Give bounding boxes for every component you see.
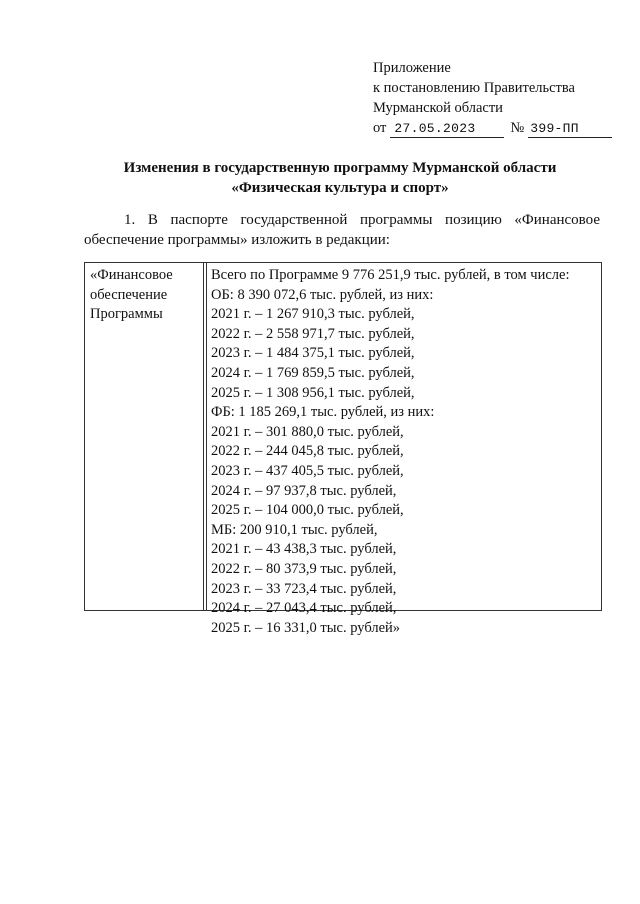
- financing-line: 2021 г. – 43 438,3 тыс. рублей,: [211, 541, 397, 558]
- financing-line: 2022 г. – 244 045,8 тыс. рублей,: [211, 443, 404, 460]
- date-prefix: от: [373, 120, 387, 136]
- appendix-header: [373, 58, 613, 138]
- resolution-date: 27.05.2023: [390, 121, 504, 138]
- financing-line: 2025 г. – 16 331,0 тыс. рублей»: [211, 619, 401, 636]
- paragraph-line1: 1. В паспорте государственной программы позицию «Финансовое: [124, 212, 600, 228]
- position-name-line: «Финансовое: [90, 267, 173, 283]
- financing-line: 2022 г. – 80 373,9 тыс. рублей,: [211, 560, 397, 577]
- appendix-region: Мурманской области: [373, 100, 503, 116]
- paragraph-line2: обеспечение программы» изложить в редакции:: [84, 232, 390, 248]
- federal-budget-total: ФБ: 1 185 269,1 тыс. рублей, из них:: [211, 404, 435, 421]
- financing-line: 2022 г. – 2 558 971,7 тыс. рублей,: [211, 325, 415, 342]
- financing-line: 2024 г. – 27 043,4 тыс. рублей,: [211, 600, 397, 617]
- document-title-line2: «Физическая культура и спорт»: [231, 180, 449, 196]
- document-title: [60, 158, 620, 198]
- financing-line: 2024 г. – 1 769 859,5 тыс. рублей,: [211, 364, 415, 381]
- position-name-line: Программы: [90, 306, 163, 322]
- appendix-date-row: [373, 118, 613, 138]
- financing-line: 2021 г. – 1 267 910,3 тыс. рублей,: [211, 306, 415, 323]
- financing-total: Всего по Программе 9 776 251,9 тыс. рублей, в том числе:: [211, 267, 570, 283]
- appendix-reference: к постановлению Правительства: [373, 80, 575, 96]
- document-title-line1: Изменения в государственную программу Мурманской области: [123, 160, 557, 176]
- appendix-title: Приложение: [373, 60, 451, 76]
- financing-line: 2024 г. – 97 937,8 тыс. рублей,: [211, 482, 397, 499]
- financing-line: 2021 г. – 301 880,0 тыс. рублей,: [211, 423, 404, 440]
- regional-budget-total: ОБ: 8 390 072,6 тыс. рублей, из них:: [211, 286, 434, 303]
- position-name-cell: [85, 263, 203, 610]
- financing-line: 2025 г. – 1 308 956,1 тыс. рублей,: [211, 384, 415, 401]
- municipal-budget-total: МБ: 200 910,1 тыс. рублей,: [211, 521, 378, 538]
- position-name-line: обеспечение: [90, 286, 168, 303]
- financing-line: 2025 г. – 104 000,0 тыс. рублей,: [211, 502, 404, 519]
- amendment-paragraph: [84, 210, 600, 250]
- financing-values-cell: [207, 263, 601, 636]
- resolution-number: 399-ПП: [528, 121, 612, 138]
- financing-table: [84, 262, 602, 636]
- number-label: №: [510, 120, 525, 136]
- financing-line: 2023 г. – 437 405,5 тыс. рублей,: [211, 462, 404, 479]
- financing-line: 2023 г. – 33 723,4 тыс. рублей,: [211, 580, 397, 597]
- financing-line: 2023 г. – 1 484 375,1 тыс. рублей,: [211, 345, 415, 362]
